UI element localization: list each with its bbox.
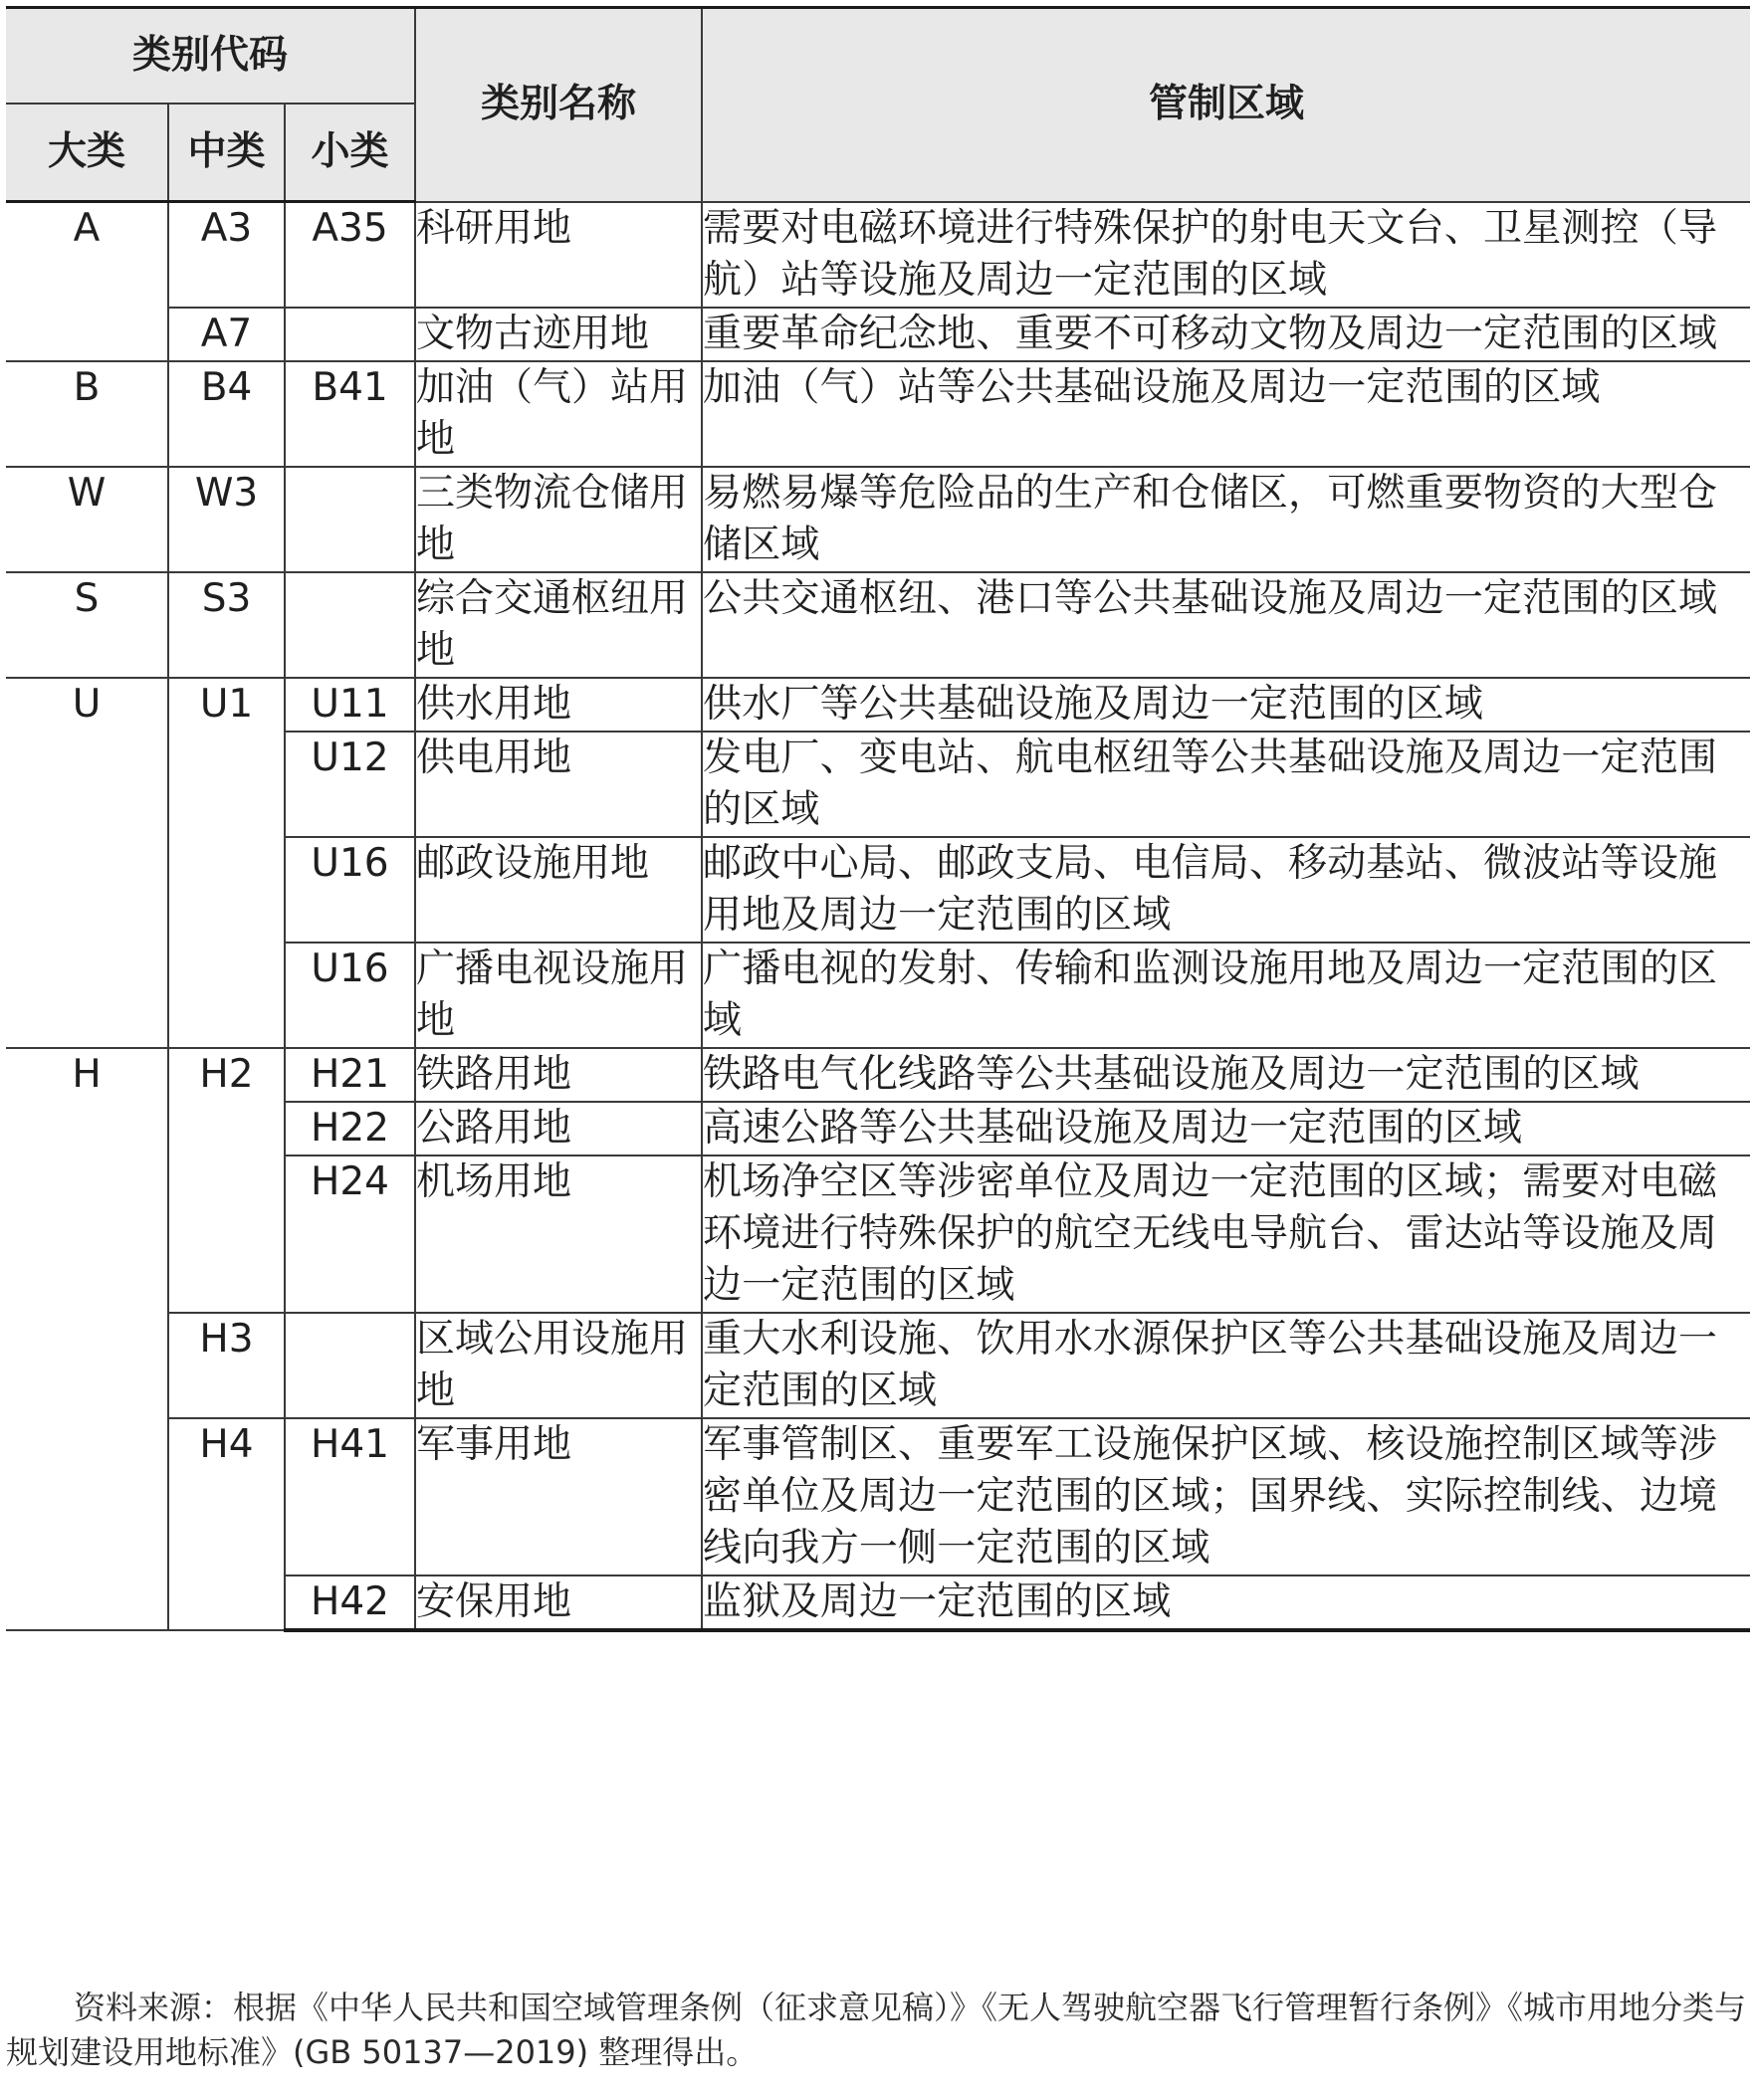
cell-name: 公路用地 (415, 1102, 702, 1155)
cell-minor (285, 572, 415, 678)
cell-name: 供电用地 (415, 732, 702, 837)
cell-minor: U16 (285, 943, 415, 1048)
cell-major: A (6, 202, 168, 361)
cell-middle: A3 (168, 202, 285, 308)
header-code-group: 类别代码 (6, 8, 415, 105)
cell-area: 重大水利设施、饮用水水源保护区等公共基础设施及周边一定范围的区域 (702, 1313, 1750, 1418)
table-row (6, 308, 1750, 361)
table-row (6, 202, 1750, 308)
table-header (6, 8, 1750, 202)
cell-major: S (6, 572, 168, 678)
cell-minor: A35 (285, 202, 415, 308)
cell-major: B (6, 361, 168, 467)
cell-area: 易燃易爆等危险品的生产和仓储区，可燃重要物资的大型仓储区域 (702, 467, 1750, 572)
airspace-control-table (6, 6, 1750, 1632)
cell-area: 供水厂等公共基础设施及周边一定范围的区域 (702, 678, 1750, 732)
header-middle: 中类 (168, 104, 285, 202)
cell-area: 邮政中心局、邮政支局、电信局、移动基站、微波站等设施用地及周边一定范围的区域 (702, 837, 1750, 943)
cell-name: 机场用地 (415, 1155, 702, 1313)
cell-minor: U16 (285, 837, 415, 943)
cell-middle: A7 (168, 308, 285, 361)
cell-middle: H2 (168, 1048, 285, 1313)
cell-area: 军事管制区、重要军工设施保护区域、核设施控制区域等涉密单位及周边一定范围的区域；国界线、实际控制线、边境线向我方一侧一定范围的区域 (702, 1418, 1750, 1575)
cell-minor: H24 (285, 1155, 415, 1313)
cell-minor: H42 (285, 1575, 415, 1630)
cell-minor: H41 (285, 1418, 415, 1575)
table-row (6, 1048, 1750, 1102)
header-area: 管制区域 (702, 8, 1750, 202)
cell-middle: H4 (168, 1418, 285, 1630)
cell-minor: B41 (285, 361, 415, 467)
table-row (6, 678, 1750, 732)
cell-minor (285, 308, 415, 361)
cell-area: 重要革命纪念地、重要不可移动文物及周边一定范围的区域 (702, 308, 1750, 361)
table-row (6, 1418, 1750, 1575)
cell-major: U (6, 678, 168, 1048)
table-row (6, 572, 1750, 678)
cell-name: 科研用地 (415, 202, 702, 308)
cell-area: 高速公路等公共基础设施及周边一定范围的区域 (702, 1102, 1750, 1155)
cell-name: 文物古迹用地 (415, 308, 702, 361)
table-body (6, 202, 1750, 1630)
cell-name: 区域公用设施用地 (415, 1313, 702, 1418)
cell-area: 机场净空区等涉密单位及周边一定范围的区域；需要对电磁环境进行特殊保护的航空无线电导航台、雷达站等设施及周边一定范围的区域 (702, 1155, 1750, 1313)
cell-name: 综合交通枢纽用地 (415, 572, 702, 678)
cell-area: 公共交通枢纽、港口等公共基础设施及周边一定范围的区域 (702, 572, 1750, 678)
cell-name: 邮政设施用地 (415, 837, 702, 943)
header-minor: 小类 (285, 104, 415, 202)
header-major: 大类 (6, 104, 168, 202)
cell-minor: H22 (285, 1102, 415, 1155)
cell-name: 安保用地 (415, 1575, 702, 1630)
cell-middle: S3 (168, 572, 285, 678)
cell-middle: H3 (168, 1313, 285, 1418)
cell-minor (285, 467, 415, 572)
cell-area: 发电厂、变电站、航电枢纽等公共基础设施及周边一定范围的区域 (702, 732, 1750, 837)
cell-minor: U12 (285, 732, 415, 837)
cell-major: W (6, 467, 168, 572)
table-row (6, 361, 1750, 467)
source-note: 资料来源：根据《中华人民共和国空域管理条例（征求意见稿）》《无人驾驶航空器飞行管理暂行条例》《城市用地分类与规划建设用地标准》(GB 50137—2019) 整理得出。 (6, 1989, 1747, 2071)
cell-area: 广播电视的发射、传输和监测设施用地及周边一定范围的区域 (702, 943, 1750, 1048)
cell-middle: B4 (168, 361, 285, 467)
cell-area: 铁路电气化线路等公共基础设施及周边一定范围的区域 (702, 1048, 1750, 1102)
cell-name: 广播电视设施用地 (415, 943, 702, 1048)
cell-name: 三类物流仓储用地 (415, 467, 702, 572)
cell-minor: H21 (285, 1048, 415, 1102)
cell-middle: W3 (168, 467, 285, 572)
cell-name: 加油（气）站用地 (415, 361, 702, 467)
table-row (6, 1313, 1750, 1418)
cell-name: 供水用地 (415, 678, 702, 732)
cell-area: 需要对电磁环境进行特殊保护的射电天文台、卫星测控（导航）站等设施及周边一定范围的区域 (702, 202, 1750, 308)
cell-minor (285, 1313, 415, 1418)
cell-name: 铁路用地 (415, 1048, 702, 1102)
cell-minor: U11 (285, 678, 415, 732)
cell-middle: U1 (168, 678, 285, 1048)
table-row (6, 467, 1750, 572)
cell-major: H (6, 1048, 168, 1630)
cell-area: 监狱及周边一定范围的区域 (702, 1575, 1750, 1630)
cell-name: 军事用地 (415, 1418, 702, 1575)
cell-area: 加油（气）站等公共基础设施及周边一定范围的区域 (702, 361, 1750, 467)
header-name: 类别名称 (415, 8, 702, 202)
